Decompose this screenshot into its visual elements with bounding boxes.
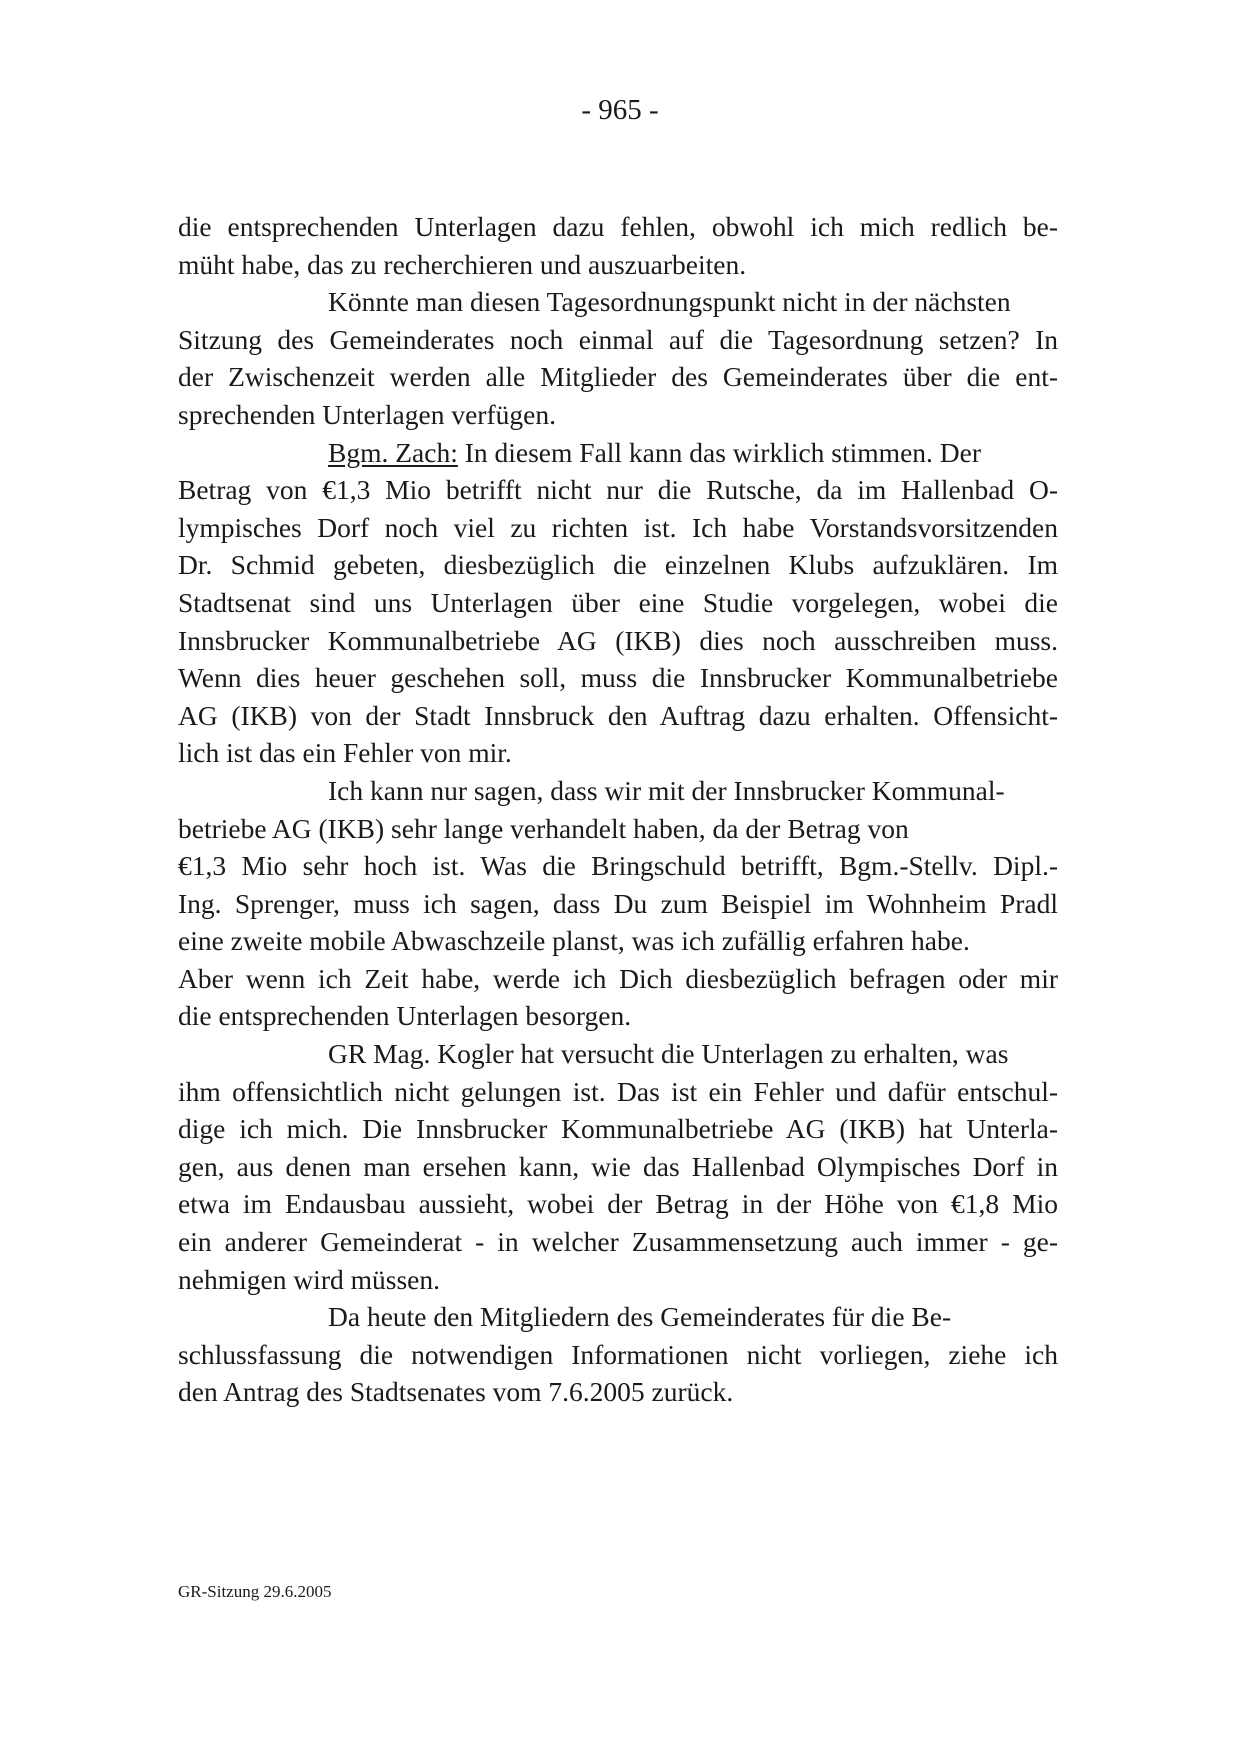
text-line: ein anderer Gemeinderat - in welcher Zusammensetzung auch immer - ge- (178, 1226, 1058, 1258)
speaker-line (178, 434, 1058, 472)
text-line: Ich kann nur sagen, dass wir mit der Innsbrucker Kommunal- (328, 774, 1005, 806)
text-line: sprechenden Unterlagen verfügen. (178, 398, 556, 430)
text-line: Wenn dies heuer geschehen soll, muss die Innsbrucker Kommunalbetriebe (178, 662, 1058, 694)
text-line: AG (IKB) von der Stadt Innsbruck den Auftrag dazu erhalten. Offensicht- (178, 699, 1058, 731)
text-line: betriebe AG (IKB) sehr lange verhandelt haben, da der Betrag von (178, 812, 909, 844)
text-line: Innsbrucker Kommunalbetriebe AG (IKB) dies noch ausschreiben muss. (178, 624, 1058, 656)
text-line: nehmigen wird müssen. (178, 1263, 440, 1295)
text-line: Ing. Sprenger, muss ich sagen, dass Du zum Beispiel im Wohnheim Pradl (178, 887, 1058, 919)
document-body (178, 208, 1058, 1411)
text-line: etwa im Endausbau aussieht, wobei der Betrag in der Höhe von €1,8 Mio (178, 1188, 1058, 1220)
page-number: - 965 - (581, 94, 659, 126)
page-footer: GR-Sitzung 29.6.2005 (178, 1582, 332, 1601)
text-line: Betrag von €1,3 Mio betrifft nicht nur die Rutsche, da im Hallenbad O- (178, 474, 1058, 506)
text-line: lympisches Dorf noch viel zu richten ist. Ich habe Vorstandsvorsitzenden (178, 511, 1058, 543)
text-line: GR Mag. Kogler hat versucht die Unterlagen zu erhalten, was (328, 1038, 1009, 1070)
text-line: müht habe, das zu recherchieren und auszuarbeiten. (178, 248, 747, 280)
text-line: ihm offensichtlich nicht gelungen ist. Das ist ein Fehler und dafür entschul- (178, 1075, 1058, 1107)
text-line: Sitzung des Gemeinderates noch einmal auf die Tagesordnung setzen? In (178, 323, 1058, 355)
text-line: schlussfassung die notwendigen Informationen nicht vorliegen, ziehe ich (178, 1338, 1058, 1370)
text-line: die entsprechenden Unterlagen dazu fehlen, obwohl ich mich redlich be- (178, 211, 1058, 242)
text-line: den Antrag des Stadtsenates vom 7.6.2005 zurück. (178, 1376, 734, 1408)
text-line: Könnte man diesen Tagesordnungspunkt nicht in der nächsten (328, 286, 1011, 318)
text-line: Stadtsenat sind uns Unterlagen über eine Studie vorgelegen, wobei die (178, 586, 1058, 618)
text-line: Aber wenn ich Zeit habe, werde ich Dich diesbezüglich befragen oder mir (178, 962, 1058, 994)
text-line: eine zweite mobile Abwaschzeile planst, was ich zufällig erfahren habe. (178, 925, 970, 957)
text-line: die entsprechenden Unterlagen besorgen. (178, 1000, 632, 1032)
text-line: dige ich mich. Die Innsbrucker Kommunalbetriebe AG (IKB) hat Unterla- (178, 1113, 1058, 1145)
speaker-name: Bgm. Zach: (328, 436, 458, 468)
speaker-line-text: In diesem Fall kann das wirklich stimmen. Der (457, 436, 982, 468)
text-line: lich ist das ein Fehler von mir. (178, 737, 512, 769)
text-line: gen, aus denen man ersehen kann, wie das Hallenbad Olympisches Dorf in (178, 1150, 1058, 1182)
text-line: der Zwischenzeit werden alle Mitglieder des Gemeinderates über die ent- (178, 361, 1058, 393)
text-line: Dr. Schmid gebeten, diesbezüglich die einzelnen Klubs aufzuklären. Im (178, 549, 1058, 581)
text-line: €1,3 Mio sehr hoch ist. Was die Bringschuld betrifft, Bgm.-Stellv. Dipl.- (178, 850, 1058, 882)
text-line: Da heute den Mitgliedern des Gemeinderates für die Be- (328, 1301, 952, 1333)
